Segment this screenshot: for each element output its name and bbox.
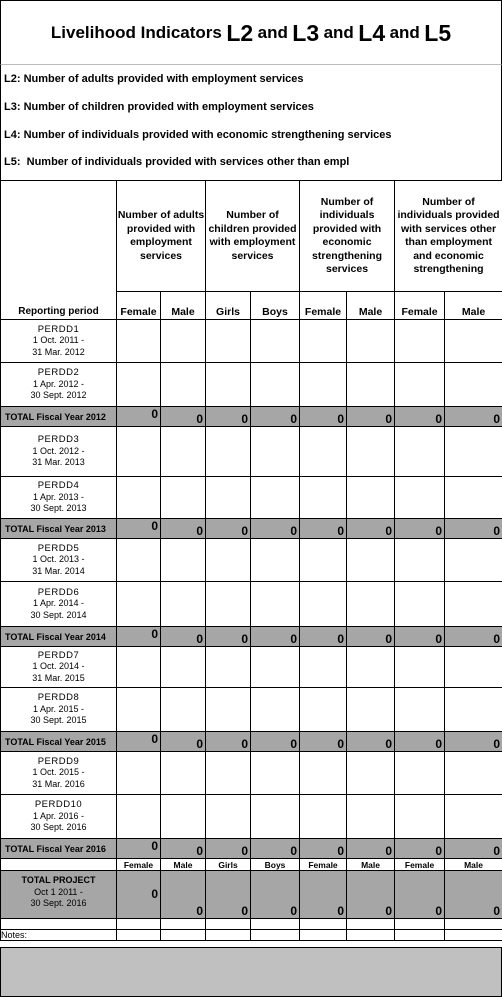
total-project-value: 0 (347, 871, 395, 919)
data-cell[interactable] (445, 752, 502, 795)
blank-cell (206, 919, 251, 930)
data-cell[interactable] (117, 477, 161, 519)
total-project-title: TOTAL PROJECT (1, 875, 116, 887)
fiscal-total-value: 0 (347, 519, 395, 539)
spacer-row (1, 919, 502, 930)
period-from: 1 Apr. 2014 - (1, 598, 116, 610)
fiscal-total-value: 0 (445, 519, 502, 539)
group-header: Number of children provided with employment services (206, 181, 300, 292)
data-cell[interactable] (161, 647, 206, 688)
title-prefix: Livelihood Indicators (51, 23, 222, 43)
data-cell[interactable] (445, 320, 502, 363)
blank-cell (1, 859, 117, 871)
fiscal-total-value: 0 (251, 839, 300, 859)
fiscal-total-value: 0 (206, 732, 251, 752)
subheader-repeat-cell: Girls (206, 859, 251, 871)
period-from: 1 Oct. 2011 - (1, 335, 116, 347)
fiscal-total-value: 0 (445, 627, 502, 647)
fiscal-total-value: 0 (161, 732, 206, 752)
data-cell[interactable] (206, 795, 251, 839)
data-cell[interactable] (161, 363, 206, 407)
period-name: PERDD1 (1, 324, 116, 336)
notes-cell[interactable] (161, 930, 206, 941)
data-cell[interactable] (161, 795, 206, 839)
period-name: PERDD2 (1, 367, 116, 379)
fiscal-total-row (1, 627, 502, 647)
period-from: 1 Oct. 2014 - (1, 661, 116, 673)
data-cell[interactable] (347, 539, 395, 582)
period-name: PERDD10 (1, 799, 116, 811)
title-and: and (390, 23, 420, 43)
period-name: PERDD4 (1, 480, 116, 492)
definition-l2: L2: Number of adults provided with employment services (4, 73, 304, 85)
data-cell[interactable] (161, 320, 206, 363)
period-label (1, 539, 117, 582)
period-row (1, 688, 502, 732)
blank-cell (445, 919, 502, 930)
period-row (1, 363, 502, 407)
data-cell[interactable] (206, 582, 251, 627)
period-row (1, 539, 502, 582)
notes-cell[interactable] (300, 930, 347, 941)
data-cell[interactable] (206, 477, 251, 519)
data-cell[interactable] (445, 688, 502, 732)
data-cell[interactable] (206, 427, 251, 477)
data-cell[interactable] (395, 752, 445, 795)
total-project-value: 0 (117, 871, 161, 919)
total-project-label (1, 871, 117, 919)
fiscal-total-value: 0 (206, 407, 251, 427)
fiscal-total-label: TOTAL Fiscal Year 2016 (1, 839, 117, 859)
fiscal-total-value: 0 (117, 519, 161, 539)
data-cell[interactable] (300, 647, 347, 688)
data-cell[interactable] (300, 795, 347, 839)
data-cell[interactable] (300, 320, 347, 363)
data-cell[interactable] (395, 320, 445, 363)
total-project-value: 0 (395, 871, 445, 919)
data-cell[interactable] (300, 539, 347, 582)
data-cell[interactable] (300, 363, 347, 407)
total-project-value: 0 (300, 871, 347, 919)
data-cell[interactable] (117, 427, 161, 477)
fiscal-total-value: 0 (395, 407, 445, 427)
subheader-repeat-cell: Boys (251, 859, 300, 871)
indicator-table (0, 180, 502, 941)
period-to: 31 Mar. 2015 (1, 673, 116, 685)
period-row (1, 752, 502, 795)
title-and: and (324, 23, 354, 43)
definition-l4: L4: Number of individuals provided with economic strengthening services (4, 129, 392, 141)
period-name: PERDD7 (1, 650, 116, 662)
fiscal-total-value: 0 (206, 839, 251, 859)
total-project-value: 0 (161, 871, 206, 919)
data-cell[interactable] (251, 320, 300, 363)
subheader-cell: Female (117, 292, 161, 320)
data-cell[interactable] (161, 688, 206, 732)
data-cell[interactable] (300, 477, 347, 519)
notes-row (1, 930, 502, 941)
subheader-cell: Boys (251, 292, 300, 320)
period-label (1, 427, 117, 477)
data-cell[interactable] (395, 427, 445, 477)
page-title (0, 0, 502, 65)
fiscal-total-value: 0 (117, 407, 161, 427)
period-to: 30 Sept. 2016 (1, 822, 116, 834)
fiscal-total-value: 0 (251, 519, 300, 539)
title-code-l2: L2 (226, 20, 253, 47)
period-label (1, 477, 117, 519)
period-name: PERDD9 (1, 756, 116, 768)
period-to: 30 Sept. 2015 (1, 715, 116, 727)
period-from: 1 Oct. 2015 - (1, 767, 116, 779)
subheader-repeat-cell: Male (445, 859, 502, 871)
subheader-cell: Girls (206, 292, 251, 320)
fiscal-total-value: 0 (251, 627, 300, 647)
blank-cell (300, 919, 347, 930)
group-header: Number of individuals provided with economic strengthening services (300, 181, 395, 292)
data-cell[interactable] (395, 582, 445, 627)
blank-cell (1, 919, 117, 930)
period-from: 1 Apr. 2015 - (1, 704, 116, 716)
data-cell[interactable] (206, 647, 251, 688)
period-from: 1 Apr. 2016 - (1, 811, 116, 823)
period-label (1, 795, 117, 839)
subheader-repeat-cell: Female (117, 859, 161, 871)
total-project-to: 30 Sept. 2016 (1, 898, 116, 910)
data-cell[interactable] (300, 427, 347, 477)
period-row (1, 320, 502, 363)
subheader-cell: Female (395, 292, 445, 320)
title-code-l4: L4 (358, 20, 385, 47)
subheader-repeat-cell: Female (395, 859, 445, 871)
indicator-definitions (0, 64, 502, 181)
blank-cell (251, 919, 300, 930)
data-cell[interactable] (395, 647, 445, 688)
data-cell[interactable] (300, 688, 347, 732)
blank-cell (395, 919, 445, 930)
fiscal-total-value: 0 (347, 627, 395, 647)
data-cell[interactable] (206, 539, 251, 582)
data-cell[interactable] (347, 688, 395, 732)
data-cell[interactable] (206, 320, 251, 363)
subheader-repeat-row (1, 859, 502, 871)
data-cell[interactable] (117, 320, 161, 363)
data-cell[interactable] (347, 363, 395, 407)
fiscal-total-value: 0 (251, 407, 300, 427)
period-name: PERDD8 (1, 692, 116, 704)
subheader-repeat-cell: Male (161, 859, 206, 871)
period-from: 1 Apr. 2012 - (1, 379, 116, 391)
data-cell[interactable] (117, 582, 161, 627)
data-cell[interactable] (347, 582, 395, 627)
data-cell[interactable] (206, 363, 251, 407)
data-cell[interactable] (445, 647, 502, 688)
period-label (1, 582, 117, 627)
notes-cell[interactable] (395, 930, 445, 941)
notes-cell[interactable] (117, 930, 161, 941)
fiscal-total-value: 0 (300, 839, 347, 859)
fiscal-total-row (1, 519, 502, 539)
period-to: 31 Mar. 2016 (1, 779, 116, 791)
notes-cell[interactable] (347, 930, 395, 941)
data-cell[interactable] (395, 795, 445, 839)
title-code-l5: L5 (424, 20, 451, 47)
data-cell[interactable] (251, 752, 300, 795)
fiscal-total-value: 0 (445, 732, 502, 752)
period-to: 31 Mar. 2013 (1, 457, 116, 469)
period-row (1, 477, 502, 519)
data-cell[interactable] (445, 427, 502, 477)
fiscal-total-value: 0 (395, 519, 445, 539)
period-name: PERDD6 (1, 587, 116, 599)
title-code-l3: L3 (292, 20, 319, 47)
subheader-cell: Male (347, 292, 395, 320)
period-label (1, 363, 117, 407)
subheader-cell: Male (445, 292, 502, 320)
fiscal-total-value: 0 (117, 839, 161, 859)
data-cell[interactable] (395, 363, 445, 407)
data-cell[interactable] (445, 363, 502, 407)
data-cell[interactable] (206, 752, 251, 795)
data-cell[interactable] (395, 688, 445, 732)
data-cell[interactable] (161, 539, 206, 582)
fiscal-total-value: 0 (300, 627, 347, 647)
fiscal-total-value: 0 (161, 519, 206, 539)
fiscal-total-value: 0 (445, 407, 502, 427)
fiscal-total-value: 0 (395, 732, 445, 752)
period-name: PERDD5 (1, 543, 116, 555)
fiscal-total-value: 0 (395, 627, 445, 647)
fiscal-total-value: 0 (161, 627, 206, 647)
data-cell[interactable] (347, 320, 395, 363)
period-from: 1 Apr. 2013 - (1, 492, 116, 504)
period-row (1, 647, 502, 688)
group-header: Number of adults provided with employment services (117, 181, 206, 292)
notes-cell[interactable] (445, 930, 502, 941)
data-cell[interactable] (347, 752, 395, 795)
data-cell[interactable] (347, 477, 395, 519)
fiscal-total-value: 0 (300, 519, 347, 539)
period-row (1, 795, 502, 839)
data-cell[interactable] (117, 363, 161, 407)
data-cell[interactable] (445, 795, 502, 839)
data-cell[interactable] (251, 688, 300, 732)
subheader-repeat-cell: Female (300, 859, 347, 871)
total-project-value: 0 (206, 871, 251, 919)
period-to: 31 Mar. 2014 (1, 566, 116, 578)
fiscal-total-value: 0 (206, 519, 251, 539)
data-cell[interactable] (251, 582, 300, 627)
data-cell[interactable] (395, 539, 445, 582)
period-row (1, 427, 502, 477)
blank-cell (161, 919, 206, 930)
fiscal-total-value: 0 (347, 839, 395, 859)
period-from: 1 Oct. 2012 - (1, 446, 116, 458)
subheader-cell: Male (161, 292, 206, 320)
data-cell[interactable] (251, 539, 300, 582)
footer-band (0, 947, 502, 997)
data-cell[interactable] (117, 795, 161, 839)
data-cell[interactable] (251, 363, 300, 407)
notes-cell[interactable] (206, 930, 251, 941)
fiscal-total-value: 0 (347, 407, 395, 427)
fiscal-total-value: 0 (251, 732, 300, 752)
data-cell[interactable] (300, 752, 347, 795)
data-cell[interactable] (161, 752, 206, 795)
subheader-repeat-cell: Male (347, 859, 395, 871)
blank-cell (347, 919, 395, 930)
data-cell[interactable] (251, 427, 300, 477)
fiscal-total-value: 0 (300, 732, 347, 752)
fiscal-total-value: 0 (347, 732, 395, 752)
fiscal-total-value: 0 (117, 627, 161, 647)
definition-l3: L3: Number of children provided with employment services (4, 101, 314, 113)
data-cell[interactable] (161, 477, 206, 519)
data-cell[interactable] (117, 688, 161, 732)
definition-l5: L5: Number of individuals provided with services other than empl (4, 156, 349, 168)
fiscal-total-value: 0 (161, 839, 206, 859)
group-header: Number of individuals provided with services other than employment and economic strengthening (395, 181, 502, 292)
data-cell[interactable] (117, 539, 161, 582)
total-project-value: 0 (251, 871, 300, 919)
group-header-row (1, 181, 502, 292)
reporting-period-header: Reporting period (1, 181, 117, 320)
total-project-from: Oct 1 2011 - (1, 887, 116, 899)
fiscal-total-row (1, 839, 502, 859)
data-cell[interactable] (117, 752, 161, 795)
period-to: 30 Sept. 2013 (1, 503, 116, 515)
fiscal-total-label: TOTAL Fiscal Year 2012 (1, 407, 117, 427)
data-cell[interactable] (251, 795, 300, 839)
period-label (1, 320, 117, 363)
period-label (1, 752, 117, 795)
period-name: PERDD3 (1, 434, 116, 446)
fiscal-total-value: 0 (117, 732, 161, 752)
fiscal-total-value: 0 (300, 407, 347, 427)
fiscal-total-value: 0 (445, 839, 502, 859)
blank-cell (117, 919, 161, 930)
fiscal-total-value: 0 (206, 627, 251, 647)
data-cell[interactable] (300, 582, 347, 627)
period-label (1, 647, 117, 688)
period-from: 1 Oct. 2013 - (1, 554, 116, 566)
period-to: 31 Mar. 2012 (1, 347, 116, 359)
fiscal-total-row (1, 407, 502, 427)
data-cell[interactable] (347, 427, 395, 477)
data-cell[interactable] (251, 477, 300, 519)
subheader-cell: Female (300, 292, 347, 320)
fiscal-total-value: 0 (161, 407, 206, 427)
data-cell[interactable] (161, 427, 206, 477)
data-cell[interactable] (445, 539, 502, 582)
data-cell[interactable] (347, 647, 395, 688)
data-cell[interactable] (161, 582, 206, 627)
period-to: 30 Sept. 2012 (1, 390, 116, 402)
total-project-value: 0 (445, 871, 502, 919)
fiscal-total-label: TOTAL Fiscal Year 2014 (1, 627, 117, 647)
notes-label: Notes: (1, 930, 117, 941)
fiscal-total-label: TOTAL Fiscal Year 2013 (1, 519, 117, 539)
data-cell[interactable] (395, 477, 445, 519)
fiscal-total-row (1, 732, 502, 752)
data-cell[interactable] (206, 688, 251, 732)
period-row (1, 582, 502, 627)
data-cell[interactable] (347, 795, 395, 839)
fiscal-total-value: 0 (395, 839, 445, 859)
total-project-row (1, 871, 502, 919)
data-cell[interactable] (445, 477, 502, 519)
period-to: 30 Sept. 2014 (1, 610, 116, 622)
notes-cell[interactable] (251, 930, 300, 941)
period-label (1, 688, 117, 732)
data-cell[interactable] (117, 647, 161, 688)
title-and: and (258, 23, 288, 43)
data-cell[interactable] (445, 582, 502, 627)
data-cell[interactable] (251, 647, 300, 688)
fiscal-total-label: TOTAL Fiscal Year 2015 (1, 732, 117, 752)
